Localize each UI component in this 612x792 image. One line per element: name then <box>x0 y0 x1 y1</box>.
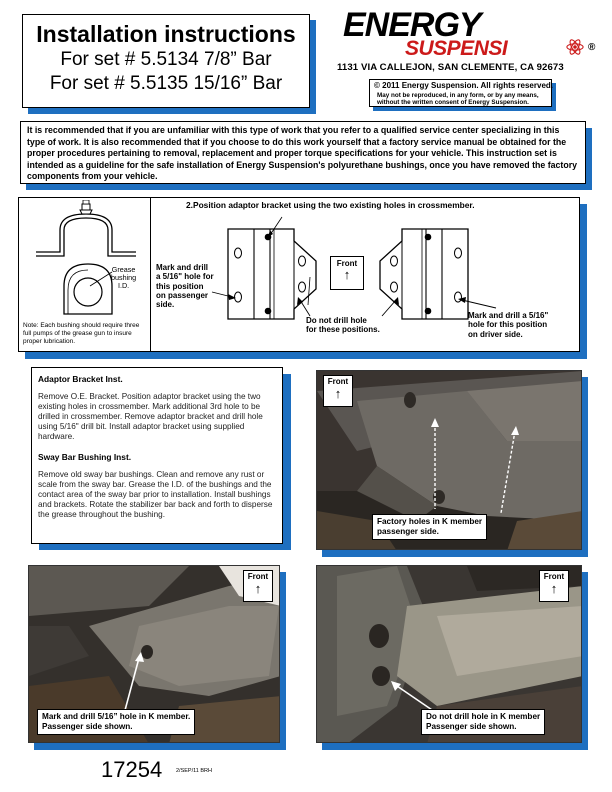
grease-label-line: Grease <box>111 265 136 274</box>
front-indicator <box>243 570 273 602</box>
grease-note: Note: Each bushing should require three full pumps of the grease gun to insure proper lubrication. <box>23 322 140 345</box>
front-label: Front <box>336 259 358 268</box>
front-label: Front <box>247 572 269 581</box>
copyright-line: © 2011 Energy Suspension. All rights reserved. <box>374 81 553 90</box>
label-line: side. <box>156 300 175 310</box>
front-label: Front <box>543 572 565 581</box>
label-line: this position <box>156 281 204 291</box>
grease-label-line: I.D. <box>118 281 130 290</box>
front-indicator <box>330 256 364 290</box>
swaybar-text: Remove old sway bar bushings. Clean and remove any rust or scale from the sway bar. Grease the I.D. of the bushings and the contact area of the sway bar prior to installation. Install bushings and brackets. Rotate the stabilizer bar back and forth to disperse the grease throughout the bushing. <box>38 470 273 519</box>
front-indicator <box>323 375 353 407</box>
label-line: Mark and drill <box>156 263 209 272</box>
front-label: Front <box>327 377 349 386</box>
swaybar-heading: Sway Bar Bushing Inst. <box>38 452 132 462</box>
passenger-drill-label <box>156 263 214 309</box>
registered-mark: ® <box>588 42 596 53</box>
set-line-1: For set # 5.5134 7/8” Bar <box>60 49 272 70</box>
atom-logo-icon <box>566 38 584 56</box>
grease-label <box>111 266 136 290</box>
photo-do-not-drill <box>316 565 582 743</box>
photo-caption <box>372 514 487 540</box>
photo-factory-holes <box>316 370 582 550</box>
sway-bar-bracket-drawing <box>28 200 138 320</box>
up-arrow-icon: ↑ <box>550 581 558 596</box>
front-indicator <box>539 570 569 602</box>
title-box <box>22 14 310 108</box>
label-line: Do not drill hole <box>306 316 367 325</box>
instructions-box <box>31 367 283 544</box>
up-arrow-icon: ↑ <box>343 267 351 282</box>
photo-caption <box>37 709 195 735</box>
label-line: a 5/16" hole for <box>156 272 214 282</box>
do-not-drill-label <box>306 316 380 335</box>
label-line: on passenger <box>156 290 209 300</box>
logo-energy-text: ENERGY <box>343 6 481 44</box>
intro-box <box>20 121 586 184</box>
grease-pointer-line <box>88 270 114 290</box>
up-arrow-icon: ↑ <box>334 386 342 401</box>
caption-line: Factory holes in K member <box>377 517 483 526</box>
grease-label-line: bushing <box>111 273 137 282</box>
adaptor-heading: Adaptor Bracket Inst. <box>38 374 123 384</box>
label-line: for these positions. <box>306 325 380 335</box>
label-line: on driver side. <box>468 329 523 339</box>
logo-suspension-text: SUSPENSI <box>405 37 508 60</box>
label-line: Mark and drill a 5/16" <box>468 311 549 320</box>
photo-mark-drill <box>28 565 280 743</box>
step2-title: 2.Position adaptor bracket using the two existing holes in crossmember. <box>186 200 475 210</box>
caption-line: Mark and drill 5/16” hole in K member. <box>42 712 191 721</box>
up-arrow-icon: ↑ <box>254 581 262 596</box>
copyright-notice: May not be reproduced, in any form, or by any means, without the written consent of Energy Suspension. <box>377 92 539 106</box>
page-title: Installation instructions <box>36 21 296 47</box>
caption-line: Passenger side shown. <box>42 722 133 731</box>
document-date: 2/SEP/11 BRH <box>176 768 212 774</box>
set-line-2: For set # 5.5135 15/16” Bar <box>49 73 283 94</box>
caption-line: passenger side. <box>377 527 439 536</box>
company-address: 1131 VIA CALLEJON, SAN CLEMENTE, CA 92673 <box>337 62 564 73</box>
caption-line: Passenger side shown. <box>426 722 517 731</box>
photo-caption <box>421 709 545 735</box>
intro-text: It is recommended that if you are unfamiliar with this type of work that you refer to a qualified service center specializing in this type of work. It is also recommended that if you choose to do this work yourself that a factory service manual be obtained for the proper procedures pertaining to removal, replacement and proper torque specifications for your vehicle. This instruction set is intended as a guideline for the safe installation of Energy Suspension's polyurethane bushings, once you have removed the factory components from your vehicle. <box>27 125 578 181</box>
label-line: hole for this position <box>468 320 548 330</box>
document-number: 17254 <box>101 757 163 782</box>
adaptor-text: Remove O.E. Bracket. Position adaptor bracket using the two existing holes in crossmember. Mark additional 3rd hole to be drilled in crossmember. Remove adaptor bracket and drill hole using 5/16" drill bit. Install adaptor bracket using supplied hardware. <box>38 392 263 441</box>
driver-drill-label <box>468 311 548 339</box>
caption-line: Do not drill hole in K member <box>426 712 541 721</box>
